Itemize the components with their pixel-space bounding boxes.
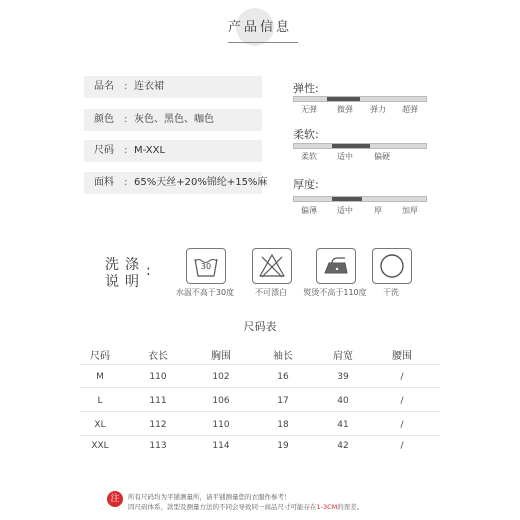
info-value: M-XXL — [134, 145, 166, 156]
size-cell: 16 — [277, 372, 289, 382]
table-row-divider — [80, 387, 440, 388]
elasticity-title: 弹性: — [293, 82, 319, 95]
wash-30-icon — [186, 248, 226, 284]
softness-active-segment — [332, 144, 370, 148]
iron-icon — [316, 248, 356, 284]
size-cell: L — [97, 396, 103, 406]
scale-label: 超弹 — [402, 105, 418, 114]
scale-label: 适中 — [337, 152, 353, 161]
size-cell: 40 — [337, 396, 349, 406]
size-cell: 114 — [212, 441, 230, 451]
size-cell: 106 — [212, 396, 230, 406]
iron-graphic — [317, 249, 355, 283]
size-header-cell: 腰围 — [392, 351, 412, 362]
care-title-line2: 说明 — [105, 274, 145, 290]
care-label: 水温不高于30度 — [175, 288, 235, 297]
info-separator: : — [124, 114, 128, 125]
size-cell: / — [400, 372, 404, 382]
size-cell: 111 — [149, 396, 167, 406]
size-header-cell: 衣长 — [148, 351, 168, 362]
size-cell: 110 — [212, 420, 230, 430]
softness-title: 柔软: — [293, 128, 319, 141]
thickness-bar — [293, 196, 427, 202]
size-cell: / — [400, 420, 404, 430]
info-label: 品名 — [94, 81, 114, 92]
dry-clean-graphic — [373, 249, 411, 283]
header-divider — [228, 42, 298, 43]
note-badge: 注 — [107, 491, 123, 507]
scale-label: 偏薄 — [301, 206, 317, 215]
care-label: 不可漂白 — [255, 288, 287, 297]
care-label: 熨烫不高于110度 — [303, 288, 367, 297]
no-bleach-icon — [252, 248, 292, 284]
wash-temp-number: 30 — [200, 262, 212, 271]
size-cell: / — [400, 441, 404, 451]
size-cell: 113 — [149, 441, 167, 451]
scale-label: 无弹 — [301, 105, 317, 114]
table-row-divider — [80, 411, 440, 412]
info-value: 灰色、黑色、咖色 — [134, 114, 214, 125]
page-title: 产品信息 — [227, 20, 292, 35]
size-cell: 112 — [149, 420, 167, 430]
info-value: 65%天丝+20%锦纶+15%麻 — [134, 177, 268, 188]
elasticity-active-segment — [327, 97, 360, 101]
size-cell: 41 — [337, 420, 349, 430]
size-cell: 110 — [149, 372, 167, 382]
dry-clean-icon — [372, 248, 412, 284]
size-cell: 102 — [212, 372, 230, 382]
info-row-size — [84, 140, 262, 162]
scale-label: 柔软 — [301, 152, 317, 161]
size-table-title: 尺码表 — [243, 320, 277, 333]
info-row-color — [84, 109, 262, 131]
size-cell: 42 — [337, 441, 349, 451]
info-label: 颜色 — [94, 114, 114, 125]
care-colon: : — [146, 263, 151, 279]
size-cell: / — [400, 396, 404, 406]
thickness-title: 厚度: — [293, 178, 319, 191]
size-cell: 19 — [277, 441, 289, 451]
note-line2-post: 的误差。 — [337, 503, 364, 511]
scale-label: 偏硬 — [374, 152, 390, 161]
thickness-active-segment — [332, 197, 362, 201]
info-value: 连衣裙 — [134, 81, 164, 92]
size-cell: XXL — [91, 441, 109, 451]
note-line1: 所有尺码均为平铺测量所，请平铺测量您的衣服作参考！ — [128, 493, 291, 501]
softness-bar — [293, 143, 427, 149]
table-row-divider — [80, 435, 440, 436]
care-title-line1: 洗涤 — [105, 257, 145, 273]
size-cell: 39 — [337, 372, 349, 382]
size-cell: 17 — [277, 396, 289, 406]
scale-label: 微弹 — [337, 105, 353, 114]
scale-label: 弹力 — [370, 105, 386, 114]
info-label: 尺码 — [94, 145, 114, 156]
note-line2-highlight: 1-3CM — [316, 503, 338, 511]
scale-label: 厚 — [374, 206, 382, 215]
no-bleach-graphic — [253, 249, 291, 283]
note-line2-pre: 因尺码体系，款型及测量方法的不同会导致同一商品尺寸可能存在 — [128, 503, 317, 511]
info-separator: : — [124, 81, 128, 92]
table-row-divider — [80, 364, 440, 365]
info-separator: : — [124, 145, 128, 156]
elasticity-bar — [293, 96, 427, 102]
size-header-cell: 尺码 — [90, 351, 110, 362]
info-label: 面料 — [94, 177, 114, 188]
info-row-fabric — [84, 172, 268, 194]
size-cell: 18 — [277, 420, 289, 430]
info-separator: : — [124, 177, 128, 188]
size-header-cell: 肩宽 — [333, 351, 353, 362]
note-line2 — [128, 502, 363, 511]
scale-label: 适中 — [337, 206, 353, 215]
info-row-name — [84, 76, 262, 98]
scale-label: 加厚 — [402, 206, 418, 215]
size-header-cell: 袖长 — [273, 351, 293, 362]
size-header-cell: 胸围 — [211, 351, 231, 362]
size-cell: XL — [94, 420, 106, 430]
care-label: 干洗 — [383, 288, 399, 297]
size-cell: M — [96, 372, 104, 382]
